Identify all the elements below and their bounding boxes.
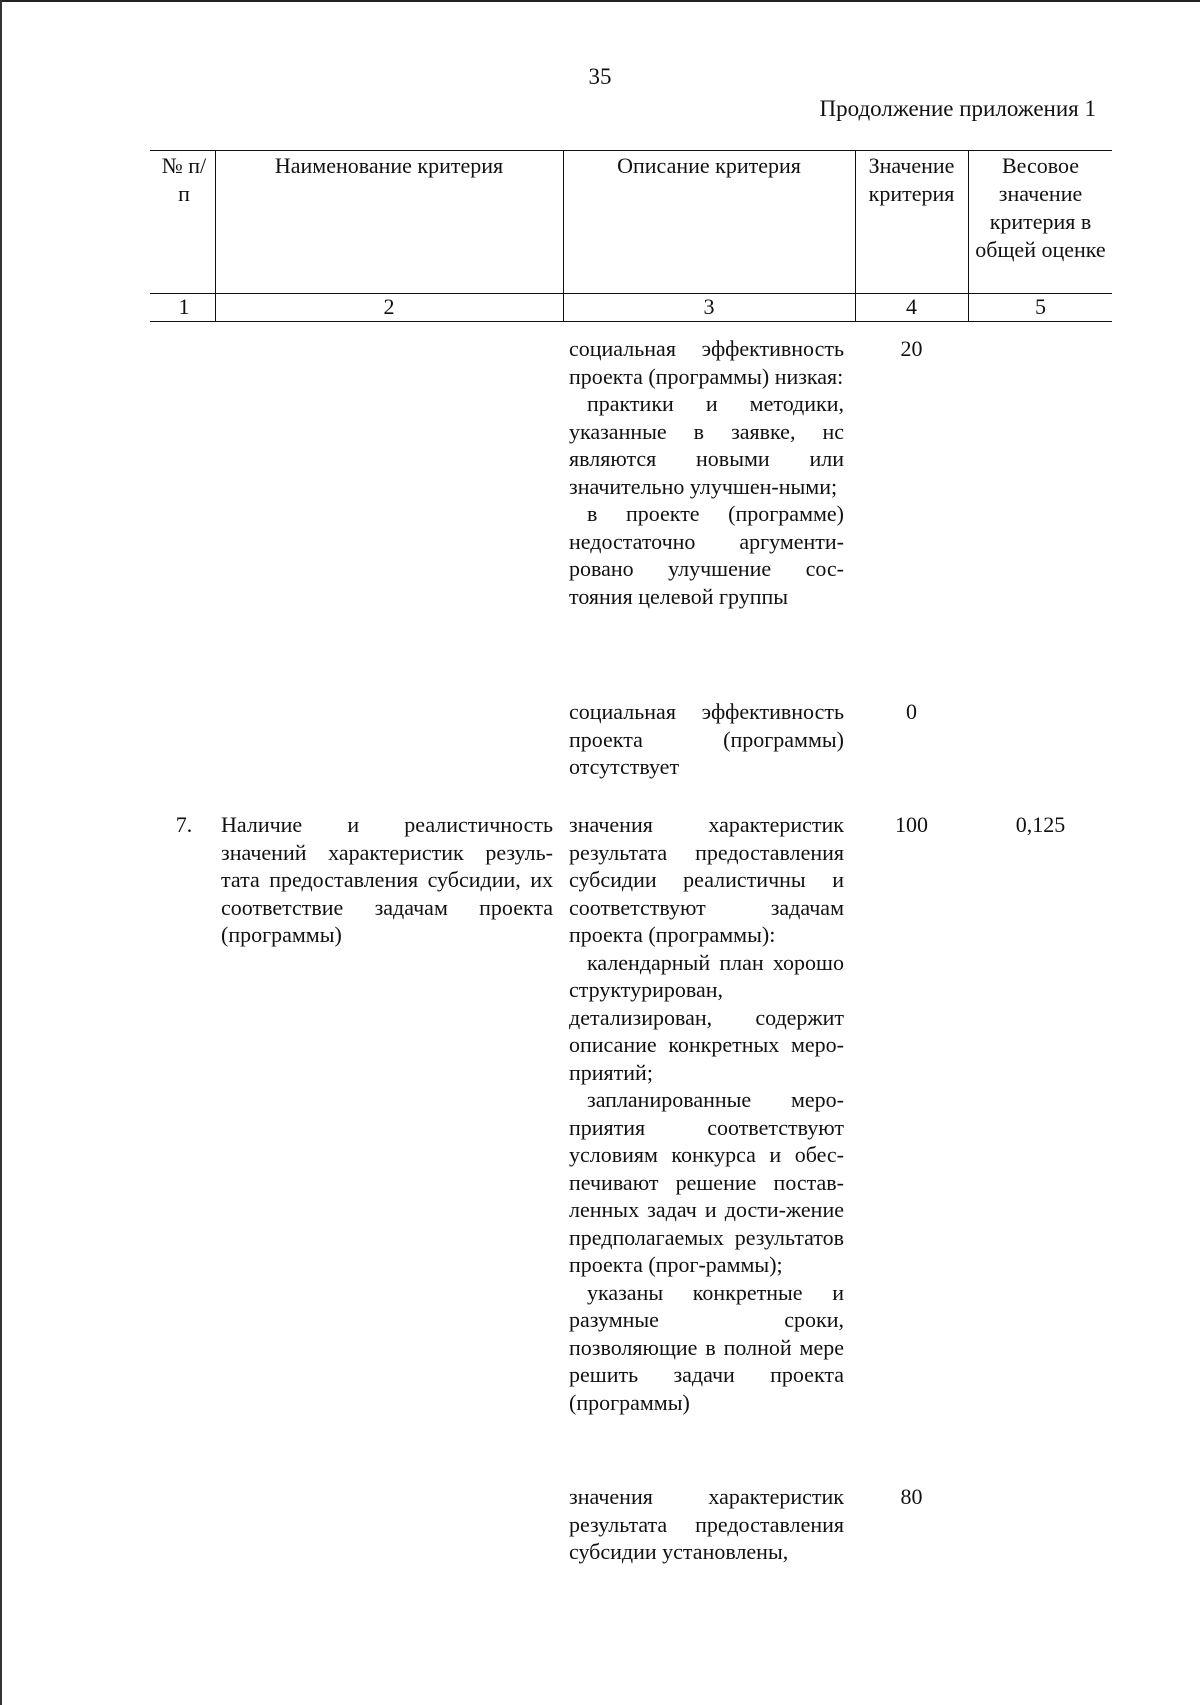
criterion-description bbox=[569, 335, 844, 610]
criterion-weight: 0,125 bbox=[1015, 812, 1066, 837]
description-lead: значения характеристик результата предоставления субсидии установлены, bbox=[569, 1484, 844, 1564]
criterion-description bbox=[569, 811, 844, 1416]
criterion-value: 0 bbox=[906, 699, 917, 724]
colnum-5: 5 bbox=[1035, 294, 1046, 319]
colnum-bottom-border bbox=[150, 321, 1112, 322]
criterion-value: 80 bbox=[900, 1484, 923, 1509]
header-name: Наименование критерия bbox=[274, 153, 504, 178]
continuation-label: Продолжение приложения 1 bbox=[819, 96, 1096, 121]
description-lead: социальная эффективность проекта (программы) низкая: bbox=[569, 336, 844, 389]
page-number: 35 bbox=[588, 64, 612, 89]
criterion-description bbox=[569, 698, 844, 781]
colnum-2: 2 bbox=[383, 294, 395, 319]
colnum-4: 4 bbox=[906, 294, 917, 319]
header-num: № п/п bbox=[161, 153, 207, 206]
description-item: практики и методики, указанные в заявке, нс являются новыми или значительно улучшен-ными; bbox=[569, 391, 844, 499]
description-item: календарный план хорошо структурирован, детализирован, содержит описание конкретных меро-приятий; bbox=[569, 949, 844, 1085]
colnum-3: 3 bbox=[703, 294, 715, 319]
header-weight: Весовое значение критерия в общей оценке bbox=[975, 153, 1106, 262]
description-lead: социальная эффективность проекта (программы) отсутствует bbox=[569, 699, 844, 779]
description-lead: значения характеристик результата предоставления субсидии реалистичны и соответствуют задачам проекта (программы): bbox=[569, 812, 844, 947]
criterion-value: 100 bbox=[895, 812, 928, 837]
header-value: Значение критерия bbox=[868, 153, 955, 206]
header-description: Описание критерия bbox=[617, 153, 801, 178]
criterion-name: Наличие и реалистичность значений характеристик резуль-тата предоставления субсидии, их соответствие задачам проекта (программы) bbox=[221, 812, 553, 947]
criterion-value: 20 bbox=[900, 336, 923, 361]
criterion-description bbox=[569, 1483, 844, 1566]
scan-edge-left bbox=[0, 0, 2, 1705]
row-number: 7. bbox=[175, 812, 193, 837]
description-item: указаны конкретные и разумные сроки, позволяющие в полной мере решить задачи проекта (программы) bbox=[569, 1279, 844, 1415]
description-item: в проекте (программе) недостаточно аргументи-ровано улучшение сос-тояния целевой группы bbox=[569, 501, 844, 609]
colnum-1: 1 bbox=[178, 294, 190, 319]
scan-edge-top bbox=[0, 0, 1200, 2]
description-item: запланированные меро-приятия соответствуют условиям конкурса и обес-печивают решение постав-ленных задач и дости-жение предполагаемых результатов проекта (прог-раммы); bbox=[569, 1087, 844, 1277]
